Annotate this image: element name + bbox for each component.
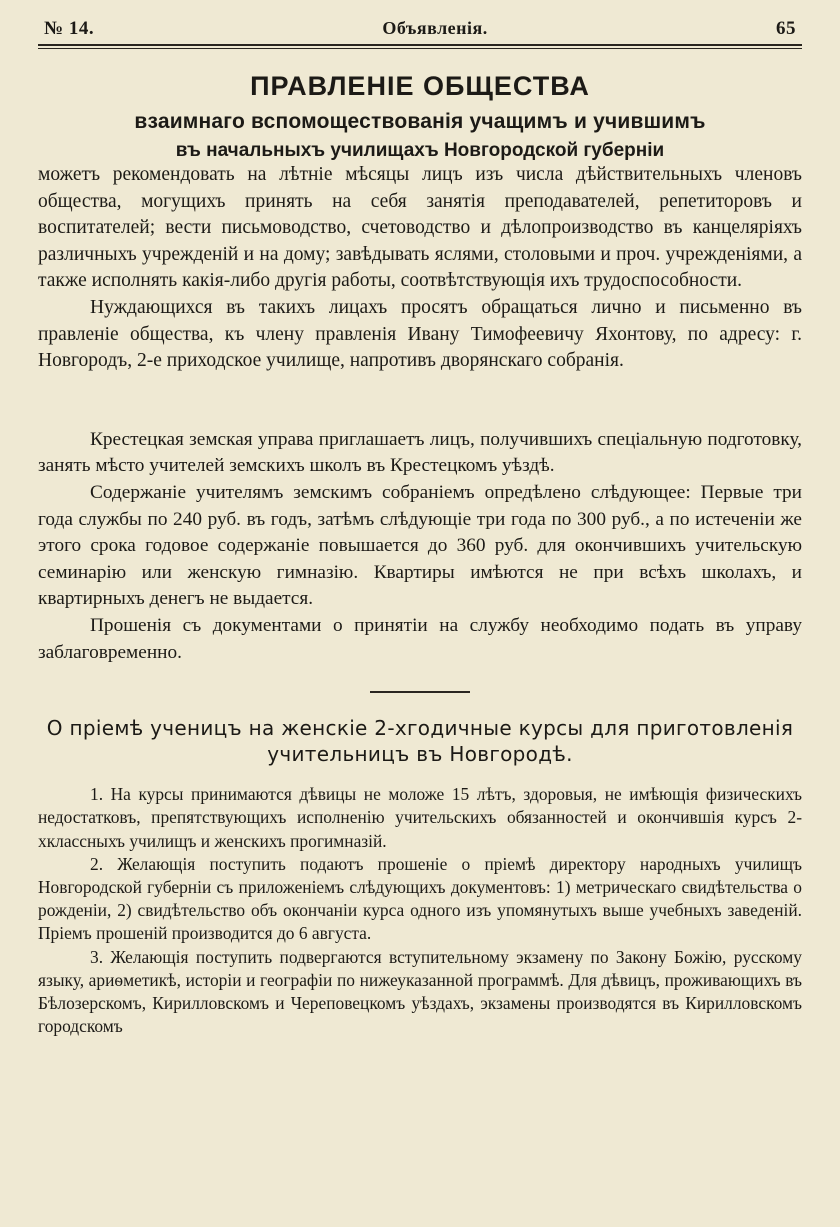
notice-courses-item-1: 1. На курсы принимаются дѣвицы не моложе 15 лѣтъ, здоровыя, не имѣющія физическихъ недостатковъ, препятствующихъ исполненію учительскихъ обязанностей и окончившія курсъ 2-хклассныхъ училищъ и женскихъ прогимназій. xyxy=(38,784,802,851)
notice-krestetsk-paragraph-1: Крестецкая земская управа приглашаетъ лицъ, получившихъ спеціальную подготовку, занять мѣсто учителей земскихъ школъ въ Крестецкомъ уѣздѣ. xyxy=(38,428,802,477)
page-number: 65 xyxy=(776,18,796,39)
notice-society xyxy=(38,71,802,375)
section-divider xyxy=(370,691,470,693)
notice-krestetsk-paragraph-2: Содержаніе учителямъ земскимъ собраніемъ опредѣлено слѣдующее: Первые три года службы по 240 руб. въ годъ, затѣмъ слѣдующіе три года по 300 руб., а по истеченіи же этого срока годовое содержаніе повышается до 360 руб. для окончившихъ учительскую семинарію или женскую гимназію. Квартиры имѣются не при всѣхъ школахъ, и квартирныхъ денегъ не выдается. xyxy=(38,481,802,610)
notice-society-title: ПРАВЛЕНІЕ ОБЩЕСТВА xyxy=(250,71,590,101)
header-rule xyxy=(38,44,802,46)
notice-society-paragraph-1: можетъ рекомендовать на лѣтніе мѣсяцы лицъ изъ числа дѣйствительныхъ членовъ общества, могущихъ принять на себя занятія преподавателей, репетиторовъ и воспитателей; вести письмоводство, счетоводство и дѣлопроизводство въ канцеляріяхъ различныхъ учрежденій и на дому; завѣдывать яслями, столовыми и проч. учрежденіями, а также исполнять какія-либо другія работы, соотвѣтствующія ихъ трудоспособности. xyxy=(38,164,802,292)
running-head xyxy=(38,18,802,44)
section-spacer xyxy=(38,375,802,427)
notice-courses-heading: О пріемѣ ученицъ на женскіе 2-хгодичные курсы для приготовленія учительницъ въ Новгородѣ. xyxy=(46,716,794,767)
notice-courses xyxy=(38,783,802,1038)
notice-krestetsk-paragraph-3: Прошенія съ документами о принятіи на службу необходимо подать въ управу заблаговременно. xyxy=(38,614,802,663)
header-rule-thin xyxy=(38,48,802,49)
notice-krestetsk xyxy=(38,427,802,666)
section-title: Объявленія. xyxy=(382,18,488,38)
notice-society-paragraph-2: Нуждающихся въ такихъ лицахъ просятъ обращаться лично и письменно въ правленіе общества, къ члену правленія Ивану Тимофеевичу Яхонтову, по адресу: г. Новгородъ, 2-е приходское училище, напротивъ дворянскаго собранія. xyxy=(38,296,802,372)
notice-society-subtitle: взаимнаго вспомоществованія учащимъ и учившимъ xyxy=(134,110,706,133)
issue-number: № 14. xyxy=(44,18,95,39)
notice-courses-item-2: 2. Желающія поступить подаютъ прошеніе о пріемѣ директору народныхъ училищъ Новгородской губерніи съ приложеніемъ слѣдующихъ документовъ: 1) метрическаго свидѣтельства о рожденіи, 2) свидѣтельство объ окончаніи курса одного изъ упомянутыхъ выше учебныхъ заведеній. Пріемъ прошеній производится до 6 августа. xyxy=(38,853,802,944)
notice-courses-item-3: 3. Желающія поступить подвергаются вступительному экзамену по Закону Божію, русскому языку, ариѳметикѣ, исторіи и географіи по нижеуказанной программѣ. Для дѣвицъ, проживающихъ въ Бѣлозерскомъ, Кирилловскомъ и Череповецкомъ уѣздахъ, экзамены производятся въ Кирилловскомъ городскомъ xyxy=(38,946,802,1037)
notice-society-subtitle-2: въ начальныхъ училищахъ Новгородской губерніи xyxy=(175,140,665,161)
